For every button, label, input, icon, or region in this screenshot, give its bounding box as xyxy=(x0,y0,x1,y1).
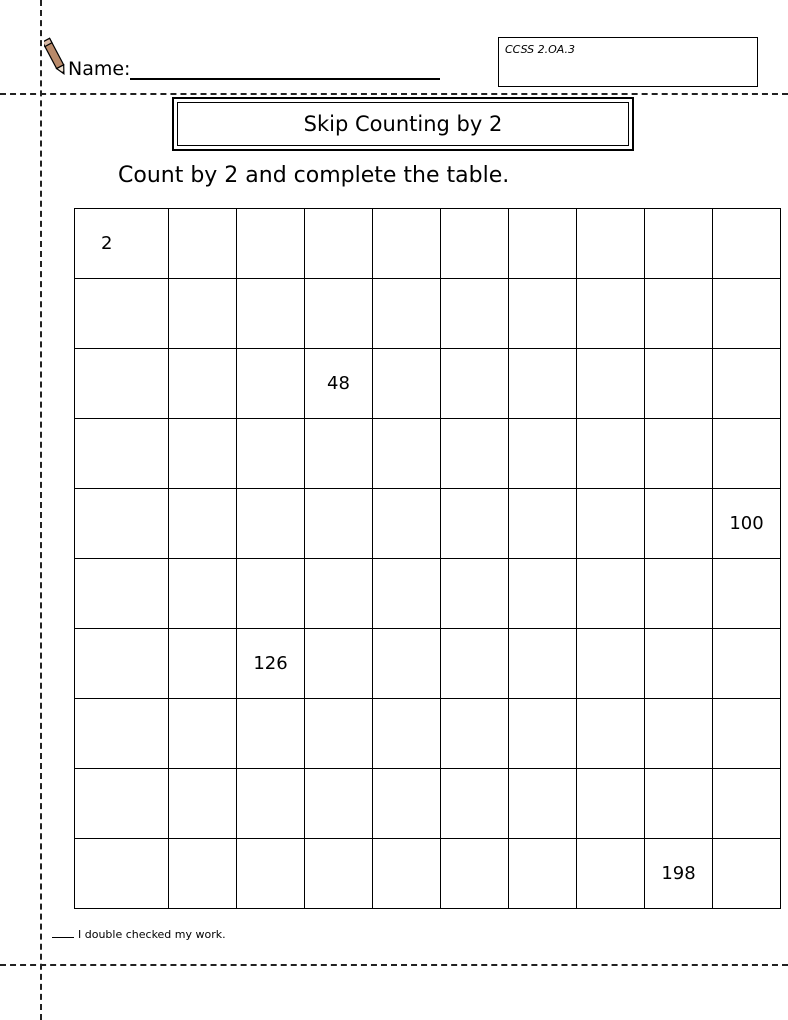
grid-cell[interactable] xyxy=(509,279,577,349)
grid-cell[interactable] xyxy=(509,629,577,699)
name-label: Name: xyxy=(68,58,131,80)
grid-row xyxy=(75,349,781,419)
grid-cell[interactable] xyxy=(713,559,781,629)
grid-cell[interactable] xyxy=(237,769,305,839)
grid-cell[interactable] xyxy=(509,349,577,419)
self-check-blank[interactable] xyxy=(52,937,74,938)
grid-cell[interactable] xyxy=(713,349,781,419)
grid-cell[interactable] xyxy=(75,839,169,909)
grid-cell[interactable] xyxy=(509,559,577,629)
grid-cell[interactable] xyxy=(169,769,237,839)
grid-cell[interactable] xyxy=(713,769,781,839)
grid-cell[interactable] xyxy=(577,349,645,419)
grid-cell[interactable] xyxy=(75,629,169,699)
grid-row xyxy=(75,279,781,349)
grid-cell[interactable] xyxy=(713,699,781,769)
grid-row xyxy=(75,629,781,699)
grid-cell[interactable] xyxy=(305,629,373,699)
grid-cell[interactable] xyxy=(645,209,713,279)
grid-cell[interactable] xyxy=(645,419,713,489)
grid-cell[interactable] xyxy=(169,279,237,349)
grid-cell[interactable] xyxy=(577,419,645,489)
grid-cell[interactable] xyxy=(237,489,305,559)
grid-cell[interactable] xyxy=(441,419,509,489)
grid-cell[interactable] xyxy=(75,419,169,489)
grid-cell[interactable] xyxy=(305,419,373,489)
grid-cell[interactable] xyxy=(75,349,169,419)
grid-cell[interactable] xyxy=(305,489,373,559)
grid-cell[interactable] xyxy=(75,769,169,839)
grid-cell[interactable] xyxy=(509,769,577,839)
grid-cell[interactable] xyxy=(441,349,509,419)
grid-cell[interactable] xyxy=(441,559,509,629)
grid-row xyxy=(75,699,781,769)
grid-cell[interactable] xyxy=(75,699,169,769)
grid-cell[interactable] xyxy=(645,699,713,769)
grid-cell[interactable] xyxy=(577,699,645,769)
grid-cell[interactable] xyxy=(441,699,509,769)
grid-cell[interactable] xyxy=(509,209,577,279)
grid-cell[interactable] xyxy=(373,209,441,279)
grid-cell[interactable] xyxy=(577,559,645,629)
grid-cell[interactable] xyxy=(75,489,169,559)
grid-cell[interactable] xyxy=(713,279,781,349)
grid-cell[interactable] xyxy=(373,419,441,489)
grid-cell[interactable] xyxy=(509,699,577,769)
grid-cell[interactable] xyxy=(577,769,645,839)
standard-code: CCSS 2.OA.3 xyxy=(505,43,576,56)
grid-cell[interactable]: 48 xyxy=(305,349,373,419)
grid-cell[interactable] xyxy=(713,209,781,279)
grid-cell[interactable] xyxy=(75,559,169,629)
grid-cell[interactable] xyxy=(373,699,441,769)
grid-cell[interactable] xyxy=(169,349,237,419)
grid-cell[interactable] xyxy=(577,489,645,559)
name-field-line[interactable] xyxy=(130,78,440,80)
grid-row xyxy=(75,839,781,909)
grid-cell[interactable] xyxy=(441,279,509,349)
grid-cell[interactable] xyxy=(713,629,781,699)
grid-cell[interactable] xyxy=(373,839,441,909)
grid-cell[interactable] xyxy=(441,629,509,699)
grid-cell[interactable] xyxy=(169,489,237,559)
grid-cell[interactable] xyxy=(237,699,305,769)
grid-cell[interactable] xyxy=(509,839,577,909)
grid-cell[interactable] xyxy=(577,839,645,909)
grid-cell[interactable] xyxy=(237,279,305,349)
grid-cell[interactable] xyxy=(305,769,373,839)
grid-cell[interactable] xyxy=(645,769,713,839)
grid-cell[interactable] xyxy=(509,419,577,489)
grid-cell[interactable] xyxy=(509,489,577,559)
grid-cell[interactable] xyxy=(169,629,237,699)
grid-cell[interactable]: 100 xyxy=(713,489,781,559)
grid-cell[interactable] xyxy=(577,209,645,279)
grid-row xyxy=(75,559,781,629)
grid-cell[interactable] xyxy=(373,769,441,839)
grid-row xyxy=(75,419,781,489)
standard-box xyxy=(498,37,758,87)
grid-cell[interactable] xyxy=(305,839,373,909)
grid-cell[interactable]: 198 xyxy=(645,839,713,909)
grid-cell[interactable]: 126 xyxy=(237,629,305,699)
grid-cell[interactable] xyxy=(713,419,781,489)
grid-cell[interactable] xyxy=(373,349,441,419)
grid-row xyxy=(75,769,781,839)
instruction-text: Count by 2 and complete the table. xyxy=(118,163,510,188)
grid-cell[interactable] xyxy=(305,209,373,279)
grid-cell[interactable] xyxy=(237,559,305,629)
top-guide-line xyxy=(0,93,788,95)
grid-cell[interactable] xyxy=(75,279,169,349)
counting-grid xyxy=(74,208,781,909)
grid-cell[interactable] xyxy=(305,559,373,629)
grid-row xyxy=(75,489,781,559)
grid-cell[interactable] xyxy=(373,279,441,349)
grid-cell[interactable] xyxy=(441,489,509,559)
grid-cell[interactable] xyxy=(373,629,441,699)
self-check xyxy=(52,928,226,941)
grid-cell[interactable] xyxy=(645,349,713,419)
grid-cell[interactable] xyxy=(645,279,713,349)
grid-cell[interactable] xyxy=(645,559,713,629)
grid-cell[interactable] xyxy=(577,279,645,349)
grid-cell[interactable] xyxy=(373,489,441,559)
grid-cell[interactable] xyxy=(441,839,509,909)
grid-cell[interactable] xyxy=(237,839,305,909)
grid-cell[interactable] xyxy=(169,839,237,909)
grid-cell[interactable] xyxy=(577,629,645,699)
grid-cell[interactable] xyxy=(713,839,781,909)
grid-cell[interactable] xyxy=(169,419,237,489)
grid-cell[interactable] xyxy=(373,559,441,629)
grid-cell[interactable] xyxy=(169,209,237,279)
grid-cell[interactable] xyxy=(645,629,713,699)
grid-cell[interactable] xyxy=(441,209,509,279)
grid-cell[interactable] xyxy=(237,209,305,279)
grid-cell[interactable] xyxy=(305,699,373,769)
grid-cell[interactable] xyxy=(237,349,305,419)
grid-cell[interactable] xyxy=(305,279,373,349)
bottom-guide-line xyxy=(0,964,788,966)
grid-cell[interactable] xyxy=(237,419,305,489)
left-guide-line xyxy=(40,0,42,1020)
grid-cell[interactable]: 2 xyxy=(75,209,169,279)
self-check-text: I double checked my work. xyxy=(78,928,226,941)
page-title: Skip Counting by 2 xyxy=(177,102,629,146)
pencil-icon xyxy=(44,36,66,78)
grid-cell[interactable] xyxy=(441,769,509,839)
grid-cell[interactable] xyxy=(645,489,713,559)
grid-cell[interactable] xyxy=(169,559,237,629)
title-box xyxy=(172,97,634,151)
grid-cell[interactable] xyxy=(169,699,237,769)
grid-row xyxy=(75,209,781,279)
